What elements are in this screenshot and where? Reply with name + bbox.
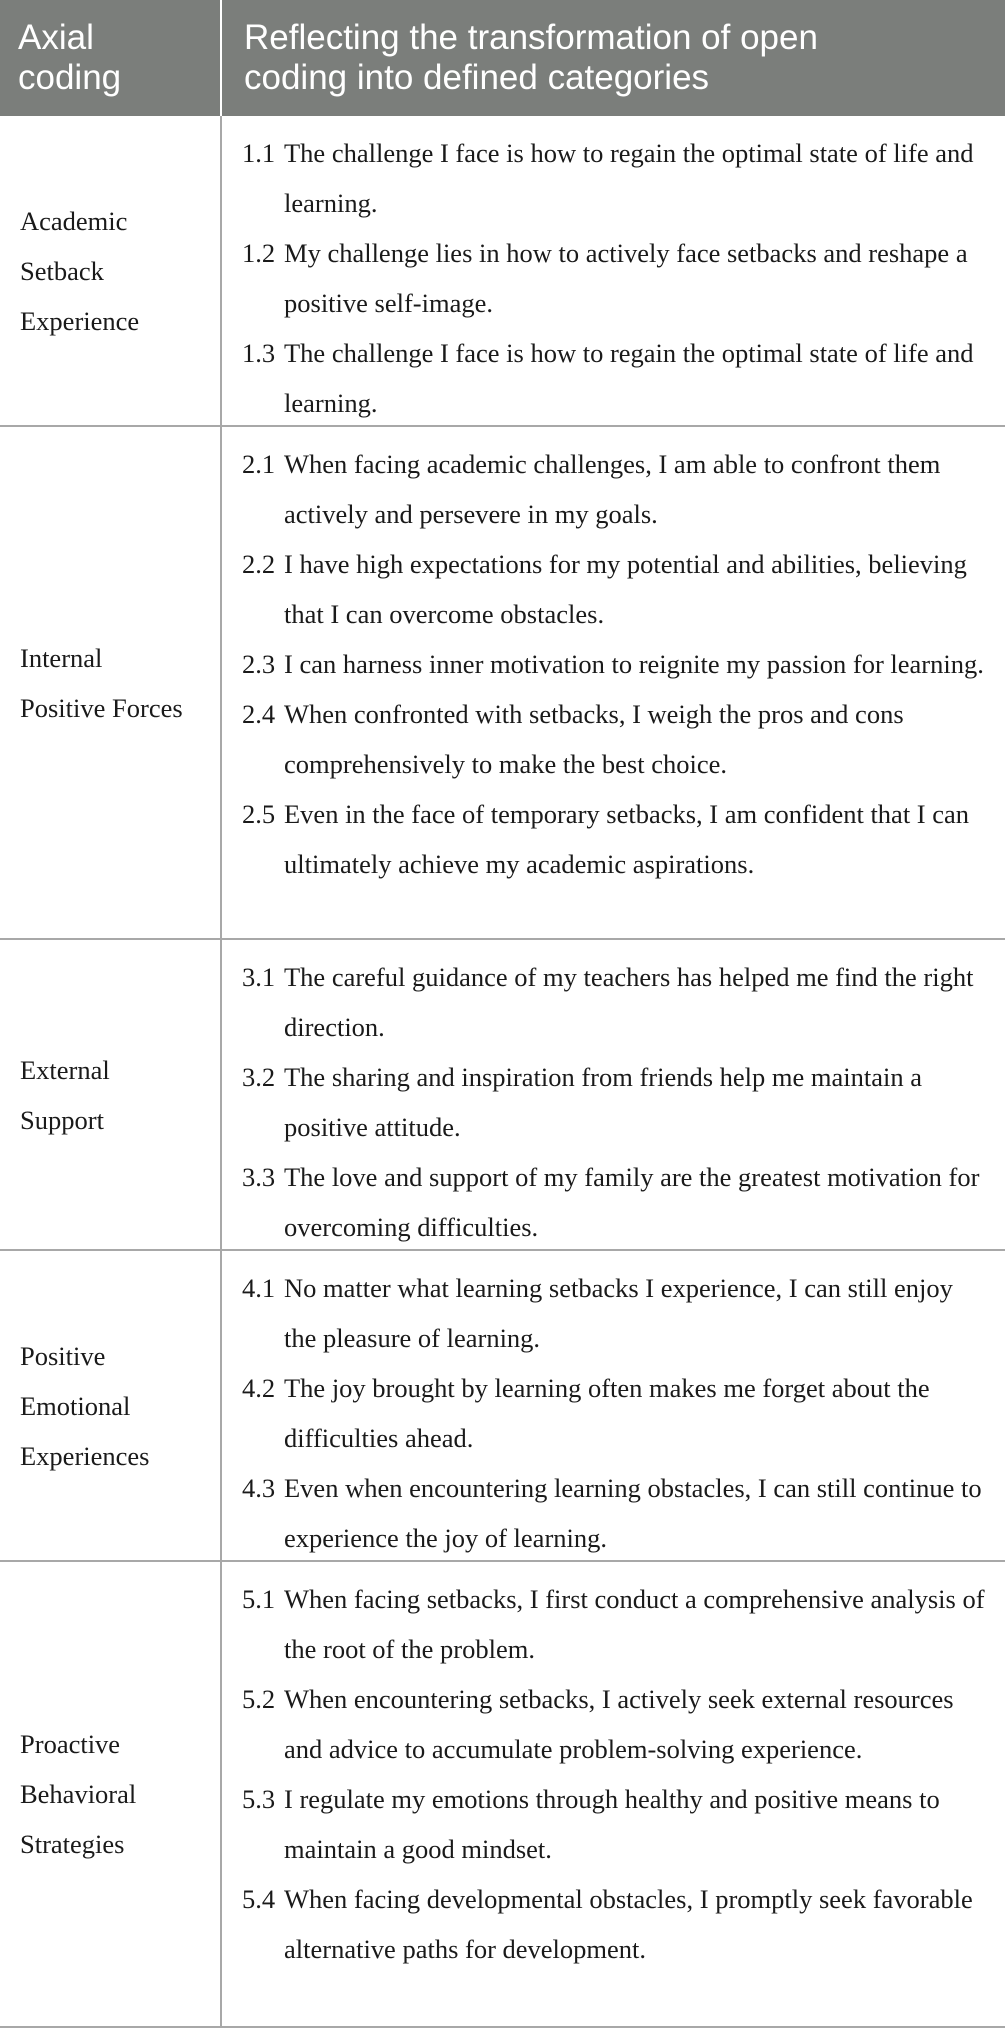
item-text: The challenge I face is how to regain the optimal state of life and learning. <box>284 138 974 218</box>
list-item <box>242 952 985 1052</box>
list-item <box>242 1774 985 1874</box>
item-number: 2.3 <box>242 649 276 679</box>
list-item <box>242 1263 985 1363</box>
table-row <box>0 1251 1005 1562</box>
table-row <box>0 940 1005 1251</box>
list-item <box>242 328 985 428</box>
header-axial-coding-label: Axial coding <box>18 18 122 97</box>
header-reflection <box>222 0 1005 116</box>
item-number: 5.1 <box>242 1584 276 1614</box>
list-item <box>242 789 985 889</box>
item-number: 1.2 <box>242 238 276 268</box>
item-number: 5.3 <box>242 1784 276 1814</box>
list-item <box>242 128 985 228</box>
list-item <box>242 1674 985 1774</box>
item-text: When facing academic challenges, I am able to confront them actively and persevere in my goals. <box>284 449 941 529</box>
list-item <box>242 228 985 328</box>
axial-cell <box>0 427 222 938</box>
axial-cell <box>0 116 222 425</box>
axial-label: Academic Setback Experience <box>20 205 140 336</box>
axial-label: External Support <box>20 1054 110 1135</box>
axial-label: Proactive Behavioral Strategies <box>20 1729 137 1859</box>
table-row <box>0 427 1005 940</box>
item-text: The sharing and inspiration from friends help me maintain a positive attitude. <box>284 1062 923 1142</box>
list-item <box>242 1463 985 1563</box>
item-number: 5.2 <box>242 1684 276 1714</box>
item-text: I can harness inner motivation to reignite my passion for learning. <box>284 649 984 679</box>
axial-cell <box>0 1562 222 2026</box>
list-item <box>242 1152 985 1252</box>
item-text: Even when encountering learning obstacles, I can still continue to experience the joy of learning. <box>284 1473 982 1553</box>
axial-label: Positive Emotional Experiences <box>20 1340 150 1471</box>
item-number: 2.2 <box>242 549 276 579</box>
item-number: 3.1 <box>242 962 276 992</box>
axial-cell <box>0 1251 222 1560</box>
item-text: My challenge lies in how to actively face setbacks and reshape a positive self-image. <box>284 238 968 318</box>
item-number: 4.3 <box>242 1473 276 1503</box>
item-text: Even in the face of temporary setbacks, I am confident that I can ultimately achieve my academic aspirations. <box>284 799 970 879</box>
item-text: When encountering setbacks, I actively seek external resources and advice to accumulate problem-solving experience. <box>284 1684 954 1764</box>
item-number: 2.5 <box>242 799 276 829</box>
list-item <box>242 439 985 539</box>
item-text: I have high expectations for my potential and abilities, believing that I can overcome obstacles. <box>284 549 967 629</box>
item-number: 3.2 <box>242 1062 276 1092</box>
item-text: The challenge I face is how to regain the optimal state of life and learning. <box>284 338 974 418</box>
item-number: 5.4 <box>242 1884 276 1914</box>
item-number: 2.4 <box>242 699 276 729</box>
list-item <box>242 1363 985 1463</box>
axial-label: Internal Positive Forces <box>20 642 183 723</box>
list-item <box>242 1574 985 1674</box>
items-cell <box>222 116 1005 425</box>
table-row <box>0 1562 1005 2026</box>
item-text: When facing setbacks, I first conduct a comprehensive analysis of the root of the problem. <box>284 1584 985 1664</box>
item-text: I regulate my emotions through healthy and positive means to maintain a good mindset. <box>284 1784 940 1864</box>
item-number: 2.1 <box>242 449 276 479</box>
table-row <box>0 116 1005 427</box>
header-reflection-label: Reflecting the transformation of open coding into defined categories <box>244 18 818 97</box>
list-item <box>242 1052 985 1152</box>
list-item <box>242 539 985 639</box>
header-axial-coding <box>0 0 222 116</box>
item-number: 4.2 <box>242 1373 276 1403</box>
item-text: The careful guidance of my teachers has helped me find the right direction. <box>284 962 974 1042</box>
axial-cell <box>0 940 222 1249</box>
items-cell <box>222 1562 1005 2026</box>
item-number: 3.3 <box>242 1162 276 1192</box>
item-text: No matter what learning setbacks I experience, I can still enjoy the pleasure of learning. <box>284 1273 953 1353</box>
item-number: 4.1 <box>242 1273 276 1303</box>
item-text: The joy brought by learning often makes me forget about the difficulties ahead. <box>284 1373 930 1453</box>
item-number: 1.3 <box>242 338 276 368</box>
list-item <box>242 639 985 689</box>
items-cell <box>222 940 1005 1249</box>
item-text: When confronted with setbacks, I weigh the pros and cons comprehensively to make the best choice. <box>284 699 904 779</box>
list-item <box>242 1874 985 1974</box>
item-text: The love and support of my family are the greatest motivation for overcoming difficulties. <box>284 1162 980 1242</box>
list-item <box>242 689 985 789</box>
items-cell <box>222 1251 1005 1560</box>
item-number: 1.1 <box>242 138 276 168</box>
table-header <box>0 0 1005 116</box>
items-cell <box>222 427 1005 938</box>
item-text: When facing developmental obstacles, I promptly seek favorable alternative paths for development. <box>284 1884 973 1964</box>
